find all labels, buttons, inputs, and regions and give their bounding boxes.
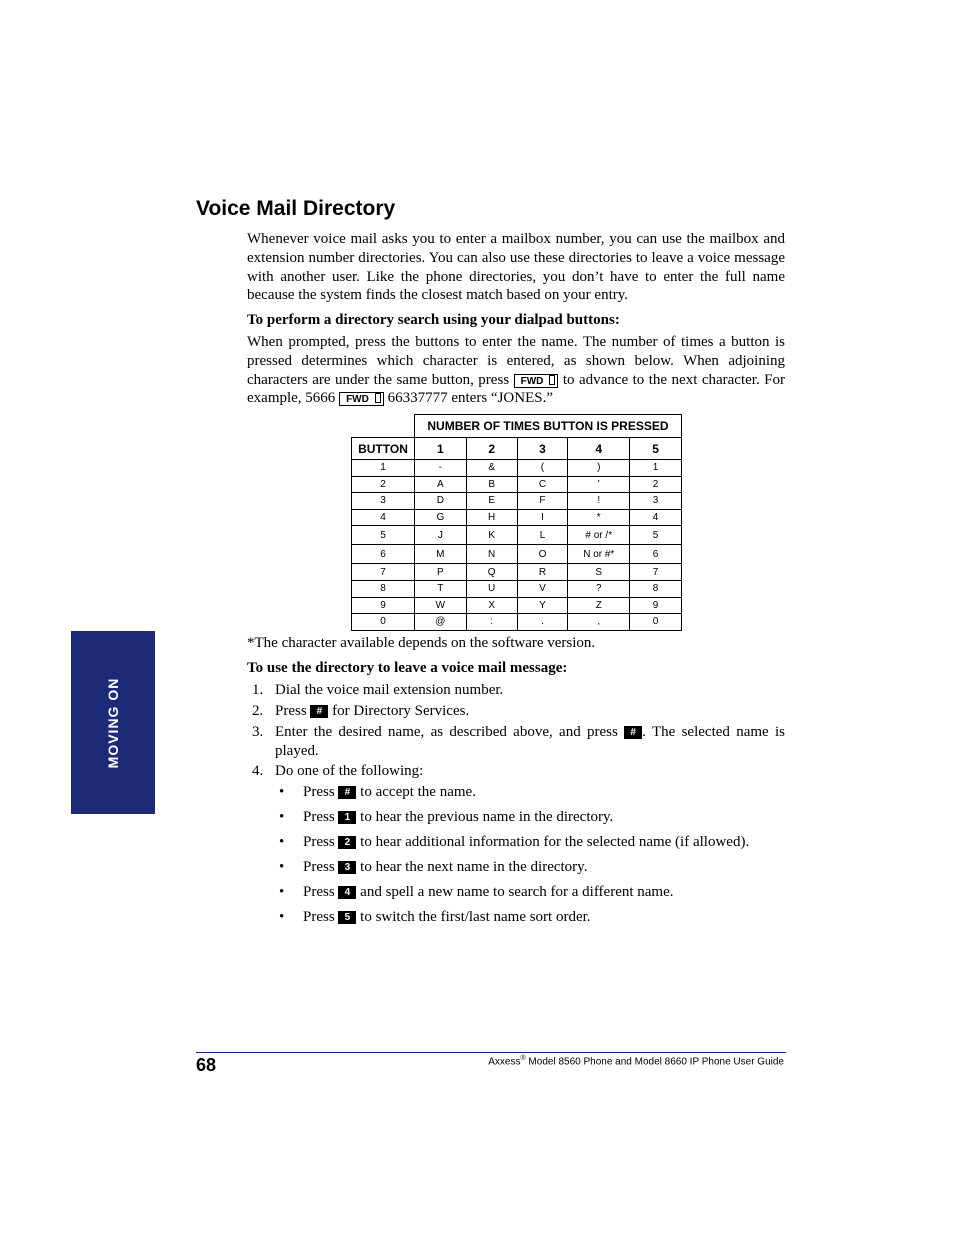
table-cell: 5 [630,526,682,545]
key-3-icon: 3 [338,861,356,874]
table-cell: 9 [630,597,682,614]
fwd-key-label: FWD [346,394,369,406]
hash-key-icon: # [624,726,642,739]
table-cell: R [517,564,568,581]
table-cell: & [466,460,517,477]
table-cell: 7 [352,564,415,581]
table-cell: . [517,614,568,631]
fwd-key-icon [339,392,384,406]
table-row [352,597,682,614]
step-text [275,702,785,721]
step-text: Do one of the following: [275,763,424,779]
bullet-dot: • [279,909,285,925]
key-1-icon: 1 [338,811,356,824]
bullet-text: and spell a new name to search for a different name. [360,884,674,900]
step-number: 3. [252,724,264,740]
step-text-part: . The selected name is played. [275,724,785,759]
table-cell: N or #* [568,545,630,564]
step-3 [247,723,785,761]
key-5-icon: 5 [338,911,356,924]
press-label: Press [303,859,335,875]
key-2-icon: 2 [338,836,356,849]
press-label: Press [303,834,335,850]
table-cell: X [466,597,517,614]
table-cell: 3 [352,493,415,510]
step-text [275,723,785,761]
table-cell: 6 [630,545,682,564]
table-cell: ' [568,476,630,493]
bullet-dot: • [279,884,285,900]
footer-brand: Axxess [488,1056,521,1068]
table-cell: 1 [352,460,415,477]
table-row [352,580,682,597]
bullet-dot: • [279,834,285,850]
table-row [352,493,682,510]
table-cell: # or /* [568,526,630,545]
table-cell: 7 [630,564,682,581]
table-row [352,526,682,545]
footer-guide-name: Model 8560 Phone and Model 8660 IP Phone User Guide [525,1056,784,1068]
footer-rule [196,1052,786,1053]
key-4-icon: 4 [338,886,356,899]
table-col-header: 3 [517,438,568,460]
bullet-item [279,858,587,876]
bullet-item [279,808,613,826]
bullet-text: to accept the name. [360,784,476,800]
table-cell: ? [568,580,630,597]
step-text-part: Press [275,703,307,719]
table-cell: W [414,597,466,614]
bullet-item [279,908,591,926]
intro-paragraph: Whenever voice mail asks you to enter a mailbox number, you can use the mailbox and extension number directories. You can also use these directories to leave a voice message with another user. Like the phone directories, you don’t have to enter the full name because the system finds the closest match based on your entry. [247,231,785,304]
table-cell: J [414,526,466,545]
step-number: 4. [252,763,264,779]
press-label: Press [303,784,335,800]
step-text-part: Enter the desired name, as described above, and press [275,724,618,740]
table-cell: 5 [352,526,415,545]
bullet-item [279,883,674,901]
table-cell: , [568,614,630,631]
step-text: Dial the voice mail extension number. [275,682,504,698]
step-4 [247,762,785,781]
table-cell: @ [414,614,466,631]
table-cell: Z [568,597,630,614]
table-cell: S [568,564,630,581]
character-table [351,414,682,631]
table-cell: ) [568,460,630,477]
table-cell: ( [517,460,568,477]
hash-key-icon: # [310,705,328,718]
press-label: Press [303,884,335,900]
leave-heading: To use the directory to leave a voice mail message: [247,660,568,676]
table-cell: C [517,476,568,493]
table-cell: 0 [630,614,682,631]
table-col-header: 4 [568,438,630,460]
table-row [352,509,682,526]
hash-key-icon: # [338,786,356,799]
table-cell: F [517,493,568,510]
bullet-dot: • [279,859,285,875]
bullet-dot: • [279,784,285,800]
table-cell: 2 [352,476,415,493]
bullet-text: to hear the next name in the directory. [360,859,588,875]
bullet-text: to hear additional information for the selected name (if allowed). [360,834,750,850]
table-cell: 1 [630,460,682,477]
table-cell: 8 [352,580,415,597]
bullet-text: to hear the previous name in the directory. [360,809,614,825]
table-cell: T [414,580,466,597]
table-cell: ! [568,493,630,510]
table-cell: 4 [630,509,682,526]
table-cell: 2 [630,476,682,493]
table-row [352,545,682,564]
table-cell: G [414,509,466,526]
fwd-key-light-icon [549,375,555,385]
bullet-item [279,783,476,801]
table-col-header: 2 [466,438,517,460]
table-col-header: 5 [630,438,682,460]
table-cell: 4 [352,509,415,526]
section-side-tab [71,631,155,814]
table-cell: K [466,526,517,545]
table-col-header: 1 [414,438,466,460]
table-row [352,614,682,631]
side-tab-label: MOVING ON [105,677,121,768]
step-2 [247,702,785,721]
fwd-key-light-icon [375,393,381,403]
step-1 [247,681,785,700]
fwd-key-icon [514,374,559,388]
bullet-dot: • [279,809,285,825]
table-cell: B [466,476,517,493]
table-cell: L [517,526,568,545]
table-cell: U [466,580,517,597]
table-corner [352,415,415,438]
step-number: 2. [252,703,264,719]
footnote: *The character available depends on the software version. [247,635,596,651]
table-row [352,564,682,581]
table-cell: Q [466,564,517,581]
table-cell: 3 [630,493,682,510]
table-cell: M [414,545,466,564]
table-cell: 6 [352,545,415,564]
table-cell: D [414,493,466,510]
fwd-key-label: FWD [520,375,544,387]
table-cell: 8 [630,580,682,597]
search-text-1: When prompted, press the buttons to enter the name. The number of times a button is pressed determines which character is entered, as shown below. When adjoining characters are under the same button, press [247,334,785,388]
bullet-item [279,833,749,851]
table-cell: A [414,476,466,493]
step-text-part: for Directory Services. [332,703,470,719]
table-cell: P [414,564,466,581]
table-cell: E [466,493,517,510]
search-paragraph [247,333,785,408]
table-cell: 0 [352,614,415,631]
press-label: Press [303,909,335,925]
page-number: 68 [196,1055,217,1075]
table-cell: V [517,580,568,597]
press-label: Press [303,809,335,825]
table-col-header-button: BUTTON [352,438,415,460]
table-cell: * [568,509,630,526]
table-row [352,476,682,493]
footer-guide-title [488,1055,784,1067]
table-cell: H [466,509,517,526]
table-cell: O [517,545,568,564]
step-number: 1. [252,682,264,698]
table-cell: : [466,614,517,631]
search-text-3: 66337777 enters “JONES.” [387,390,553,407]
search-text-2: to advance to the next character. For example, 5666 [247,371,786,407]
table-top-header: NUMBER OF TIMES BUTTON IS PRESSED [414,415,681,438]
table-row [352,460,682,477]
table-cell: Y [517,597,568,614]
page-title: Voice Mail Directory [196,197,396,220]
table-cell: - [414,460,466,477]
bullet-text: to switch the first/last name sort order. [360,909,591,925]
table-cell: 9 [352,597,415,614]
table-cell: I [517,509,568,526]
registered-mark: ® [520,1055,526,1062]
table-cell: N [466,545,517,564]
search-heading: To perform a directory search using your dialpad buttons: [247,312,620,328]
